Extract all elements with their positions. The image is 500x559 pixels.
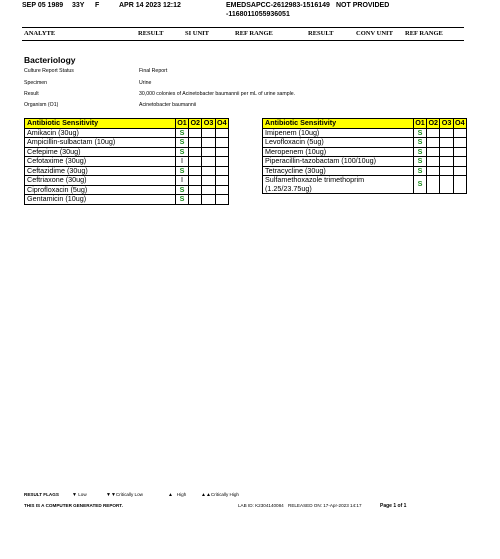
drug-name: Ampicillin-sulbactam (10ug) — [25, 138, 176, 148]
low-arrow-icon: ▼ — [72, 492, 77, 498]
o1-result: S — [175, 195, 188, 205]
critically-low-arrow-icon: ▼▼ — [106, 492, 116, 498]
o1-result: S — [413, 157, 426, 167]
col-o2: O2 — [428, 118, 439, 127]
drug-name: Ceftazidime (30ug) — [25, 166, 176, 176]
dob: SEP 05 1989 — [22, 2, 64, 9]
o4-result — [453, 147, 466, 157]
o1-result: I — [175, 176, 188, 186]
o2-result — [189, 166, 202, 176]
flag-high-label: High — [176, 492, 187, 497]
o1-result: S — [175, 128, 188, 138]
sensitivity-table-right — [262, 118, 467, 194]
col-ref-range-si: REF RANGE — [235, 30, 273, 37]
drug-name: Cefepime (30ug) — [25, 147, 176, 157]
o4-result — [453, 166, 466, 176]
o4-result — [215, 138, 228, 148]
o4-result — [215, 166, 228, 176]
o2-result — [427, 147, 440, 157]
sex: F — [95, 2, 100, 9]
field-label-specimen: Specimen — [24, 80, 48, 86]
o3-result — [440, 166, 453, 176]
o2-result — [189, 176, 202, 186]
high-arrow-icon: ▲ — [168, 492, 173, 498]
field-value-specimen: Urine — [139, 80, 152, 86]
sensitivity-title: Antibiotic Sensitivity — [263, 119, 414, 129]
drug-name: Ciprofloxacin (5ug) — [25, 185, 176, 195]
o1-result: S — [175, 147, 188, 157]
o3-result — [202, 195, 215, 205]
table-row — [263, 176, 467, 194]
o3-result — [202, 157, 215, 167]
table-row — [25, 138, 229, 148]
o2-result — [189, 157, 202, 167]
o4-result — [215, 176, 228, 186]
o1-result: S — [413, 138, 426, 148]
o1-result: S — [413, 128, 426, 138]
col-o3: O3 — [203, 118, 214, 127]
drug-name: Levofloxacin (5ug) — [263, 138, 414, 148]
col-o4: O4 — [455, 118, 465, 127]
section-title: Bacteriology — [24, 55, 76, 65]
o2-result — [189, 195, 202, 205]
drug-name: Sulfamethoxazole trimethoprim (1.25/23.75ug) — [263, 176, 414, 194]
o4-result — [453, 138, 466, 148]
o3-result — [440, 147, 453, 157]
o2-result — [427, 166, 440, 176]
o4-result — [453, 128, 466, 138]
flag-critically-low — [106, 492, 143, 498]
drug-name: Amikacin (30ug) — [25, 128, 176, 138]
o3-result — [202, 185, 215, 195]
o4-result — [215, 185, 228, 195]
o4-result — [453, 157, 466, 167]
drug-name: Piperacillin-tazobactam (100/10ug) — [263, 157, 414, 167]
col-o4: O4 — [217, 118, 227, 127]
o2-result — [427, 128, 440, 138]
computer-generated-note: THIS IS A COMPUTER GENERATED REPORT. — [24, 503, 123, 508]
col-o2: O2 — [190, 118, 201, 127]
o3-result — [202, 176, 215, 186]
field-label-status: Culture Report Status — [24, 68, 74, 74]
drug-name: Meropenem (10ug) — [263, 147, 414, 157]
o1-result: S — [175, 185, 188, 195]
o1-result: I — [175, 157, 188, 167]
col-conv-unit: CONV UNIT — [356, 30, 393, 37]
o2-result — [189, 138, 202, 148]
drug-name: Imipenem (10ug) — [263, 128, 414, 138]
sensitivity-header-row — [263, 119, 467, 129]
drug-name: Tetracycline (30ug) — [263, 166, 414, 176]
o1-result: S — [413, 176, 426, 194]
o1-result: S — [413, 166, 426, 176]
o4-result — [453, 176, 466, 194]
specimen-id-continued: -1168011055936051 — [226, 11, 290, 18]
table-row — [263, 157, 467, 167]
o4-result — [215, 147, 228, 157]
o4-result — [215, 157, 228, 167]
o4-result — [215, 128, 228, 138]
specimen-id: EMEDSAPCC-2612983-1516149 — [226, 2, 330, 9]
o3-result — [440, 138, 453, 148]
header-top-rule — [22, 27, 464, 28]
collected-date: APR 14 2023 12:12 — [119, 2, 181, 9]
col-result-conv: RESULT — [308, 30, 334, 37]
col-result-si: RESULT — [138, 30, 164, 37]
table-row — [263, 138, 467, 148]
o2-result — [189, 185, 202, 195]
flag-critically-high-label: Critically High — [210, 492, 239, 497]
o2-result — [427, 176, 440, 194]
o2-result — [427, 138, 440, 148]
drug-name: Gentamicin (10ug) — [25, 195, 176, 205]
field-label-organism: Organism (O1) — [24, 102, 59, 108]
header-bottom-rule — [22, 40, 464, 41]
o3-result — [202, 128, 215, 138]
critically-high-arrow-icon: ▲▲ — [201, 492, 211, 498]
o3-result — [440, 128, 453, 138]
o1-result: S — [175, 138, 188, 148]
field-label-result: Result — [24, 91, 39, 97]
o2-result — [189, 128, 202, 138]
o3-result — [202, 138, 215, 148]
flag-high — [168, 492, 186, 498]
col-o3: O3 — [441, 118, 452, 127]
field-value-organism: Acinetobacter baumannii — [139, 102, 197, 108]
flag-critically-low-label: Critically Low — [115, 492, 143, 497]
page-number: Page 1 of 1 — [380, 503, 407, 509]
col-ref-range-conv: REF RANGE — [405, 30, 443, 37]
table-row — [25, 157, 229, 167]
o1-result: S — [175, 166, 188, 176]
o1-result: S — [413, 147, 426, 157]
o3-result — [202, 147, 215, 157]
sensitivity-title: Antibiotic Sensitivity — [25, 119, 176, 129]
released-on: RELEASED ON: 17-Apr-2023 14:17 — [288, 503, 362, 508]
o3-result — [202, 166, 215, 176]
drug-name: Ceftriaxone (30ug) — [25, 176, 176, 186]
result-flags-label: RESULT FLAGS — [24, 492, 59, 497]
o4-result — [215, 195, 228, 205]
table-row — [25, 176, 229, 186]
field-value-result: 30,000 colonies of Acinetobacter baumannii per mL of urine sample. — [139, 91, 296, 97]
drug-name: Cefotaxime (30ug) — [25, 157, 176, 167]
flag-low — [72, 492, 87, 498]
age: 33Y — [72, 2, 85, 9]
col-o1: O1 — [415, 118, 425, 127]
lab-id: LAB ID: K2304140084 — [238, 503, 284, 508]
o2-result — [189, 147, 202, 157]
table-row — [25, 195, 229, 205]
sensitivity-header-row — [25, 119, 229, 129]
flag-critically-high — [201, 492, 239, 498]
o3-result — [440, 157, 453, 167]
sensitivity-table-left — [24, 118, 229, 205]
col-o1: O1 — [177, 118, 187, 127]
field-value-status: Final Report — [139, 68, 168, 74]
col-analyte: ANALYTE — [24, 30, 56, 37]
flag-low-label: Low — [78, 492, 87, 497]
provider: NOT PROVIDED — [336, 2, 390, 9]
col-si-unit: SI UNIT — [185, 30, 210, 37]
o3-result — [440, 176, 453, 194]
o2-result — [427, 157, 440, 167]
